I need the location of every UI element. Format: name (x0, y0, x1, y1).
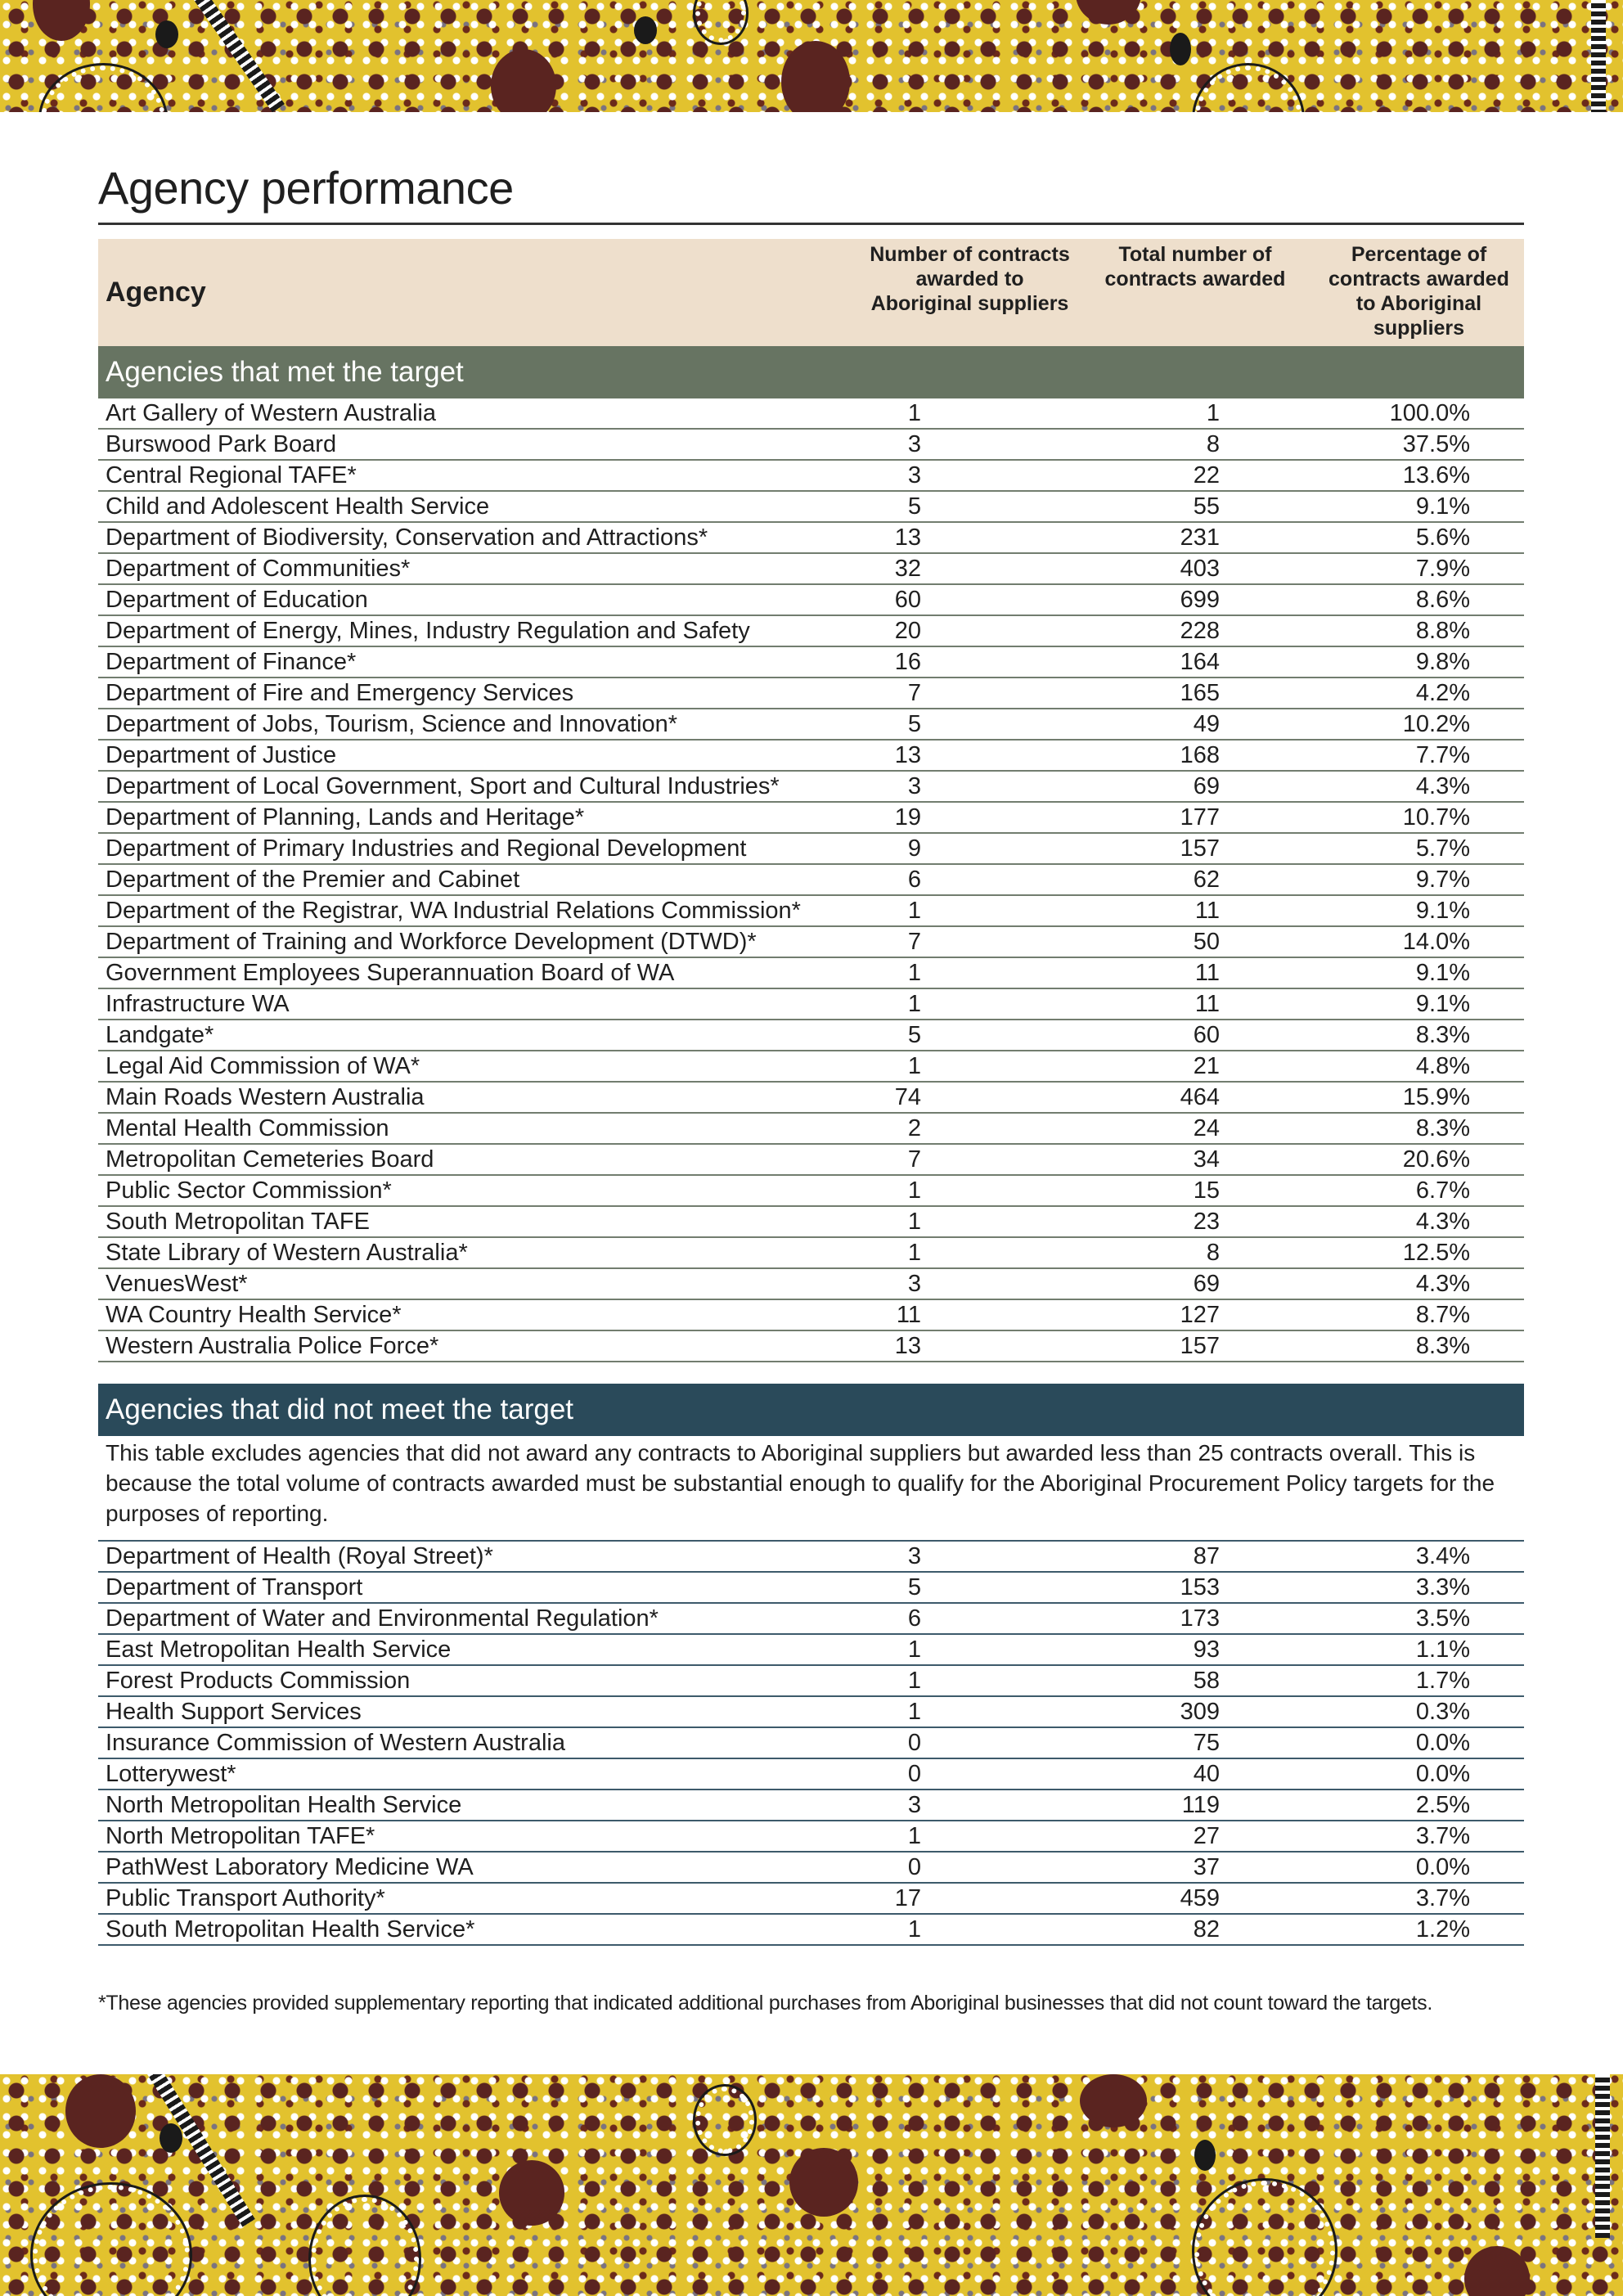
percentage: 8.3% (1415, 1333, 1470, 1359)
aboriginal-contracts: 1 (907, 400, 921, 426)
table-row (98, 1666, 1524, 1697)
aboriginal-contracts: 74 (894, 1084, 921, 1110)
table-row (98, 523, 1524, 554)
agency-name: Infrastructure WA (106, 991, 290, 1017)
agency-name: Department of Health (Royal Street)* (106, 1543, 493, 1569)
agency-name: Insurance Commission of Western Australia (106, 1730, 565, 1756)
table-row (98, 554, 1524, 585)
table-row (98, 1083, 1524, 1114)
total-contracts: 62 (1193, 867, 1220, 893)
agency-name: North Metropolitan TAFE* (106, 1823, 375, 1849)
total-contracts: 8 (1206, 431, 1220, 457)
footnote: *These agencies provided supplementary reporting that indicated additional purchases from Aboriginal businesses that did not count toward the targets. (98, 1992, 1433, 2015)
agency-name: Main Roads Western Australia (106, 1084, 425, 1110)
total-contracts: 11 (1194, 960, 1220, 986)
total-contracts: 87 (1193, 1543, 1220, 1569)
met-target-rows (98, 398, 1524, 1362)
total-contracts: 75 (1193, 1730, 1220, 1756)
agency-name: Public Sector Commission* (106, 1177, 392, 1204)
aboriginal-contracts: 1 (907, 1636, 921, 1663)
agency-name: Department of Energy, Mines, Industry Regulation and Safety (106, 618, 750, 644)
art-dot-icon (499, 2160, 564, 2226)
total-contracts: 21 (1193, 1053, 1220, 1079)
aboriginal-contracts: 0 (907, 1761, 921, 1787)
aboriginal-contracts: 6 (907, 867, 921, 893)
art-dot-icon (160, 2123, 182, 2153)
art-ring-icon (33, 2185, 190, 2296)
header-percentage: Percentage of contracts awarded to Aboriginal suppliers (1329, 243, 1509, 340)
agency-name: Department of Communities* (106, 556, 411, 582)
percentage: 15.9% (1402, 1084, 1470, 1110)
table-row (98, 1176, 1524, 1207)
table-row (98, 1635, 1524, 1666)
table-row (98, 492, 1524, 523)
total-contracts: 1 (1206, 400, 1220, 426)
table-row (98, 709, 1524, 741)
percentage: 14.0% (1402, 929, 1470, 955)
aboriginal-contracts: 7 (907, 680, 921, 706)
agency-name: Public Transport Authority* (106, 1885, 385, 1911)
art-dot-icon (65, 2074, 136, 2148)
aboriginal-contracts: 3 (907, 1792, 921, 1818)
agency-name: Government Employees Superannuation Board of WA (106, 960, 675, 986)
aboriginal-contracts: 1 (907, 991, 921, 1017)
aboriginal-contracts: 5 (907, 1022, 921, 1048)
table-row (98, 958, 1524, 989)
agency-name: PathWest Laboratory Medicine WA (106, 1854, 474, 1880)
table-row (98, 430, 1524, 461)
total-contracts: 464 (1180, 1084, 1220, 1110)
art-dot-icon (1076, 0, 1141, 25)
aboriginal-contracts: 3 (907, 431, 921, 457)
decorative-banner-bottom (0, 2074, 1623, 2296)
aboriginal-contracts: 3 (907, 462, 921, 488)
art-ring-icon (695, 2087, 754, 2154)
percentage: 0.0% (1415, 1854, 1470, 1880)
art-dot-icon (1464, 2246, 1530, 2296)
total-contracts: 11 (1194, 898, 1220, 924)
percentage: 9.1% (1415, 493, 1470, 520)
total-contracts: 82 (1193, 1916, 1220, 1943)
aboriginal-contracts: 60 (894, 587, 921, 613)
percentage: 10.2% (1402, 711, 1470, 737)
art-dot-icon (155, 20, 178, 48)
total-contracts: 22 (1193, 462, 1220, 488)
total-contracts: 231 (1180, 524, 1220, 551)
percentage: 13.6% (1402, 462, 1470, 488)
exclusion-note: This table excludes agencies that did not award any contracts to Aboriginal suppliers but awarded less than 25 contracts overall. This is because the total volume of contracts awarded must be substantial enough to qualify for the Aboriginal Procurement Policy targets for the purposes of reporting. (106, 1440, 1495, 1526)
total-contracts: 34 (1193, 1146, 1220, 1173)
aboriginal-contracts: 0 (907, 1730, 921, 1756)
aboriginal-contracts: 1 (907, 1916, 921, 1943)
table-row (98, 1207, 1524, 1238)
percentage: 0.0% (1415, 1730, 1470, 1756)
percentage: 9.1% (1415, 960, 1470, 986)
table-row (98, 1020, 1524, 1051)
page-title: Agency performance (98, 162, 514, 214)
table-row (98, 1728, 1524, 1759)
art-ring-icon (1194, 65, 1302, 112)
agency-name: Central Regional TAFE* (106, 462, 357, 488)
agency-name: VenuesWest* (106, 1271, 248, 1297)
aboriginal-contracts: 13 (894, 1333, 921, 1359)
aboriginal-contracts: 1 (907, 1053, 921, 1079)
agency-name: East Metropolitan Health Service (106, 1636, 452, 1663)
art-dot-icon (1194, 2140, 1216, 2171)
table-row (98, 1884, 1524, 1915)
header-agency: Agency (106, 277, 206, 308)
total-contracts: 699 (1180, 587, 1220, 613)
total-contracts: 50 (1193, 929, 1220, 955)
art-stripe-icon (1591, 0, 1606, 112)
table-row (98, 1145, 1524, 1176)
percentage: 12.5% (1402, 1240, 1470, 1266)
table-row (98, 1051, 1524, 1083)
percentage: 4.3% (1415, 773, 1470, 799)
percentage: 3.3% (1415, 1574, 1470, 1600)
table-row (98, 1759, 1524, 1790)
total-contracts: 23 (1193, 1209, 1220, 1235)
art-stripe-icon (1595, 2074, 1610, 2238)
table-row (98, 1697, 1524, 1728)
table-row (98, 1542, 1524, 1573)
total-contracts: 60 (1193, 1022, 1220, 1048)
table-row (98, 834, 1524, 865)
percentage: 0.0% (1415, 1761, 1470, 1787)
percentage: 5.6% (1415, 524, 1470, 551)
aboriginal-contracts: 19 (894, 804, 921, 831)
aboriginal-contracts: 1 (907, 1668, 921, 1694)
percentage: 7.7% (1415, 742, 1470, 768)
aboriginal-contracts: 13 (894, 524, 921, 551)
agency-name: Landgate* (106, 1022, 214, 1048)
agency-name: Department of Water and Environmental Regulation* (106, 1605, 659, 1632)
aboriginal-contracts: 1 (907, 960, 921, 986)
art-dot-icon (491, 49, 556, 112)
table-row (98, 1853, 1524, 1884)
percentage: 1.2% (1415, 1916, 1470, 1943)
agency-name: Department of Transport (106, 1574, 363, 1600)
aboriginal-contracts: 7 (907, 929, 921, 955)
total-contracts: 15 (1193, 1177, 1220, 1204)
aboriginal-contracts: 1 (907, 898, 921, 924)
table-row (98, 1238, 1524, 1269)
decorative-banner-top (0, 0, 1623, 112)
total-contracts: 177 (1180, 804, 1220, 831)
table-row (98, 896, 1524, 927)
total-contracts: 309 (1180, 1699, 1220, 1725)
table-row (98, 1915, 1524, 1946)
header-aboriginal-contracts: Number of contracts awarded to Aboriginal suppliers (870, 243, 1070, 315)
aboriginal-contracts: 9 (907, 835, 921, 862)
percentage: 5.7% (1415, 835, 1470, 862)
agency-name: South Metropolitan TAFE (106, 1209, 370, 1235)
total-contracts: 24 (1193, 1115, 1220, 1141)
agency-name: Department of Finance* (106, 649, 357, 675)
percentage: 8.3% (1415, 1115, 1470, 1141)
aboriginal-contracts: 1 (907, 1699, 921, 1725)
aboriginal-contracts: 17 (894, 1885, 921, 1911)
percentage: 20.6% (1402, 1146, 1470, 1173)
aboriginal-contracts: 5 (907, 711, 921, 737)
aboriginal-contracts: 1 (907, 1240, 921, 1266)
total-contracts: 119 (1181, 1792, 1220, 1818)
art-dot-icon (1170, 33, 1191, 65)
section-not-met-target: Agencies that did not meet the target (98, 1384, 1524, 1436)
art-dot-icon (1080, 2074, 1147, 2127)
agency-name: Child and Adolescent Health Service (106, 493, 490, 520)
percentage: 7.9% (1415, 556, 1470, 582)
percentage: 3.7% (1415, 1823, 1470, 1849)
art-dot-icon (789, 2148, 858, 2217)
table-row (98, 1821, 1524, 1853)
agency-name: Department of Justice (106, 742, 337, 768)
table-row (98, 741, 1524, 772)
agency-name: Department of Local Government, Sport and Cultural Industries* (106, 773, 780, 799)
agency-name: Metropolitan Cemeteries Board (106, 1146, 434, 1173)
table-row (98, 585, 1524, 616)
total-contracts: 164 (1180, 649, 1220, 675)
table-row (98, 647, 1524, 678)
total-contracts: 459 (1180, 1885, 1220, 1911)
table-row (98, 1790, 1524, 1821)
agency-name: Mental Health Commission (106, 1115, 389, 1141)
aboriginal-contracts: 5 (907, 1574, 921, 1600)
aboriginal-contracts: 7 (907, 1146, 921, 1173)
table-row (98, 865, 1524, 896)
agency-name: North Metropolitan Health Service (106, 1792, 462, 1818)
percentage: 8.8% (1415, 618, 1470, 644)
aboriginal-contracts: 1 (907, 1209, 921, 1235)
table-row (98, 678, 1524, 709)
percentage: 3.5% (1415, 1605, 1470, 1632)
percentage: 4.3% (1415, 1209, 1470, 1235)
table-row (98, 1604, 1524, 1635)
total-contracts: 27 (1193, 1823, 1220, 1849)
aboriginal-contracts: 5 (907, 493, 921, 520)
aboriginal-contracts: 1 (907, 1823, 921, 1849)
agency-name: Department of the Registrar, WA Industrial Relations Commission* (106, 898, 801, 924)
agency-name: Art Gallery of Western Australia (106, 400, 437, 426)
table-row (98, 1114, 1524, 1145)
table-row (98, 616, 1524, 647)
percentage: 1.7% (1415, 1668, 1470, 1694)
header-total-contracts: Total number of contracts awarded (1104, 243, 1286, 290)
table-row (98, 772, 1524, 803)
aboriginal-contracts: 3 (907, 1543, 921, 1569)
agency-name: Department of Primary Industries and Regional Development (106, 835, 747, 862)
total-contracts: 8 (1206, 1240, 1220, 1266)
total-contracts: 49 (1193, 711, 1220, 737)
aboriginal-contracts: 16 (894, 649, 921, 675)
table-row (98, 1573, 1524, 1604)
total-contracts: 55 (1193, 493, 1220, 520)
aboriginal-contracts: 13 (894, 742, 921, 768)
percentage: 1.1% (1415, 1636, 1470, 1663)
total-contracts: 153 (1180, 1574, 1220, 1600)
percentage: 6.7% (1415, 1177, 1470, 1204)
total-contracts: 157 (1180, 1333, 1220, 1359)
total-contracts: 11 (1194, 991, 1220, 1017)
percentage: 9.1% (1415, 991, 1470, 1017)
agency-performance-section (98, 155, 1524, 1946)
agency-name: Health Support Services (106, 1699, 362, 1725)
percentage: 3.4% (1415, 1543, 1470, 1569)
aboriginal-contracts: 1 (907, 1177, 921, 1204)
title-divider (98, 223, 1524, 225)
percentage: 3.7% (1415, 1885, 1470, 1911)
total-contracts: 93 (1193, 1636, 1220, 1663)
section-met-target: Agencies that met the target (98, 346, 1524, 398)
total-contracts: 58 (1193, 1668, 1220, 1694)
art-dot-icon (33, 0, 90, 41)
aboriginal-contracts: 32 (894, 556, 921, 582)
total-contracts: 127 (1180, 1302, 1220, 1328)
table-row (98, 927, 1524, 958)
table-row (98, 461, 1524, 492)
total-contracts: 403 (1180, 556, 1220, 582)
not-met-target-rows (98, 1540, 1524, 1946)
art-dot-icon (781, 41, 850, 112)
percentage: 100.0% (1389, 400, 1470, 426)
table-row (98, 1331, 1524, 1362)
percentage: 9.7% (1415, 867, 1470, 893)
aboriginal-contracts: 20 (894, 618, 921, 644)
table-row (98, 1269, 1524, 1300)
aboriginal-contracts: 0 (907, 1854, 921, 1880)
agency-name: Burswood Park Board (106, 431, 337, 457)
agency-name: Lotterywest* (106, 1761, 236, 1787)
art-dot-icon (634, 16, 657, 44)
agency-name: Department of Jobs, Tourism, Science and Innovation* (106, 711, 678, 737)
agency-name: Western Australia Police Force* (106, 1333, 439, 1359)
percentage: 4.8% (1415, 1053, 1470, 1079)
aboriginal-contracts: 11 (896, 1302, 921, 1328)
aboriginal-contracts: 6 (907, 1605, 921, 1632)
agency-name: Department of Training and Workforce Development (DTWD)* (106, 929, 757, 955)
agency-name: Department of Education (106, 587, 368, 613)
art-ring-icon (311, 2197, 419, 2296)
agency-name: Department of Fire and Emergency Services (106, 680, 574, 706)
total-contracts: 37 (1193, 1854, 1220, 1880)
agency-name: South Metropolitan Health Service* (106, 1916, 475, 1943)
total-contracts: 69 (1193, 1271, 1220, 1297)
agency-name: Department of Biodiversity, Conservation and Attractions* (106, 524, 708, 551)
total-contracts: 157 (1180, 835, 1220, 862)
total-contracts: 173 (1180, 1605, 1220, 1632)
percentage: 9.1% (1415, 898, 1470, 924)
percentage: 4.3% (1415, 1271, 1470, 1297)
total-contracts: 69 (1193, 773, 1220, 799)
aboriginal-contracts: 3 (907, 1271, 921, 1297)
agency-name: State Library of Western Australia* (106, 1240, 468, 1266)
percentage: 0.3% (1415, 1699, 1470, 1725)
percentage: 8.6% (1415, 587, 1470, 613)
table-row (98, 398, 1524, 430)
art-ring-icon (695, 0, 746, 43)
art-ring-icon (41, 65, 165, 112)
art-ring-icon (1194, 2181, 1335, 2296)
table-row (98, 803, 1524, 834)
total-contracts: 40 (1193, 1761, 1220, 1787)
agency-name: Department of Planning, Lands and Heritage* (106, 804, 585, 831)
table-row (98, 1300, 1524, 1331)
aboriginal-contracts: 3 (907, 773, 921, 799)
table-row (98, 989, 1524, 1020)
percentage: 10.7% (1402, 804, 1470, 831)
art-stripe-icon (188, 0, 285, 112)
agency-name: Forest Products Commission (106, 1668, 411, 1694)
percentage: 37.5% (1402, 431, 1470, 457)
agency-name: WA Country Health Service* (106, 1302, 402, 1328)
percentage: 8.7% (1415, 1302, 1470, 1328)
total-contracts: 165 (1180, 680, 1220, 706)
total-contracts: 168 (1180, 742, 1220, 768)
percentage: 8.3% (1415, 1022, 1470, 1048)
agency-name: Department of the Premier and Cabinet (106, 867, 520, 893)
percentage: 2.5% (1415, 1792, 1470, 1818)
agency-name: Legal Aid Commission of WA* (106, 1053, 420, 1079)
percentage: 4.2% (1415, 680, 1470, 706)
aboriginal-contracts: 2 (907, 1115, 921, 1141)
table-header (98, 239, 1524, 346)
percentage: 9.8% (1415, 649, 1470, 675)
total-contracts: 228 (1180, 618, 1220, 644)
